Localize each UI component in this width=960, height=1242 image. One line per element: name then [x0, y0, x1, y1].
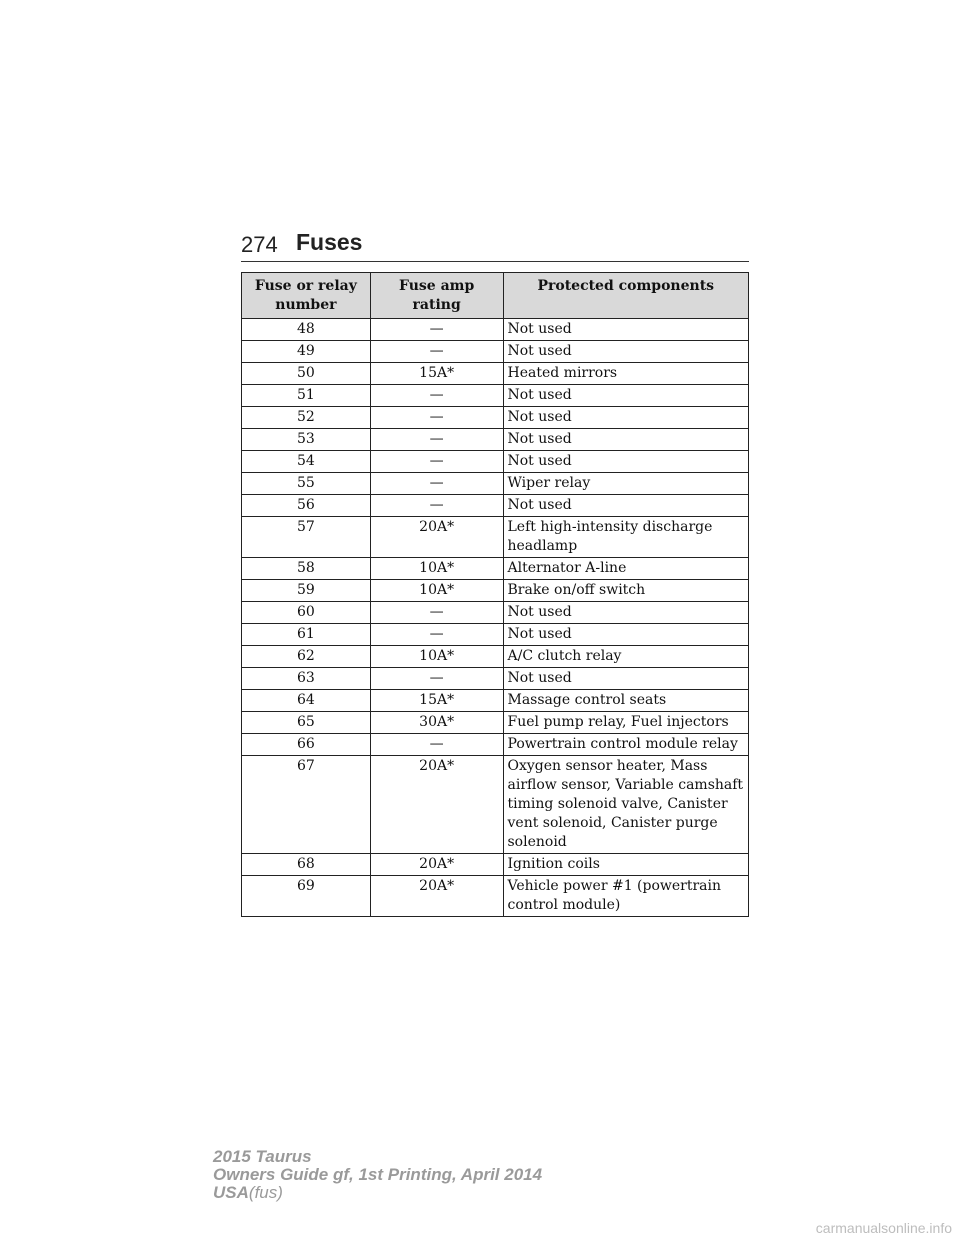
- fuse-number-cell: 51: [242, 385, 371, 407]
- fuse-table: [241, 272, 749, 917]
- amp-rating-cell: —: [370, 319, 503, 341]
- fuse-number-cell: 61: [242, 624, 371, 646]
- fuse-number-cell: 68: [242, 854, 371, 876]
- fuse-number-cell: 48: [242, 319, 371, 341]
- fuse-number-cell: 54: [242, 451, 371, 473]
- table-row: [242, 854, 749, 876]
- protected-components-cell: Brake on/off switch: [503, 580, 749, 602]
- table-row: [242, 624, 749, 646]
- table-row: [242, 363, 749, 385]
- fuse-number-cell: 66: [242, 734, 371, 756]
- footer-region-code: USA: [213, 1183, 249, 1202]
- amp-rating-cell: —: [370, 495, 503, 517]
- protected-components-cell: Not used: [503, 407, 749, 429]
- amp-rating-cell: —: [370, 341, 503, 363]
- table-row: [242, 451, 749, 473]
- protected-components-cell: Oxygen sensor heater, Mass airflow sensor, Variable camshaft timing solenoid valve, Canister vent solenoid, Canister purge solenoid: [503, 756, 749, 854]
- protected-components-cell: Massage control seats: [503, 690, 749, 712]
- footer-region: [213, 1184, 542, 1202]
- table-row: [242, 602, 749, 624]
- amp-rating-cell: 15A*: [370, 690, 503, 712]
- fuse-number-cell: 57: [242, 517, 371, 558]
- amp-rating-cell: 15A*: [370, 363, 503, 385]
- fuse-number-cell: 59: [242, 580, 371, 602]
- protected-components-cell: Not used: [503, 341, 749, 363]
- column-header-amp-rating: Fuse amp rating: [370, 273, 503, 319]
- fuse-number-cell: 52: [242, 407, 371, 429]
- fuse-number-cell: 55: [242, 473, 371, 495]
- fuse-number-cell: 63: [242, 668, 371, 690]
- table-row: [242, 473, 749, 495]
- table-row: [242, 341, 749, 363]
- amp-rating-cell: —: [370, 385, 503, 407]
- protected-components-cell: Vehicle power #1 (powertrain control module): [503, 876, 749, 917]
- protected-components-cell: Alternator A-line: [503, 558, 749, 580]
- watermark: carmanualsonline.info: [815, 1220, 952, 1236]
- protected-components-cell: Ignition coils: [503, 854, 749, 876]
- page-number: 274: [241, 232, 278, 257]
- protected-components-cell: Fuel pump relay, Fuel injectors: [503, 712, 749, 734]
- protected-components-cell: Not used: [503, 495, 749, 517]
- fuse-number-cell: 50: [242, 363, 371, 385]
- amp-rating-cell: 10A*: [370, 580, 503, 602]
- amp-rating-cell: 20A*: [370, 854, 503, 876]
- amp-rating-cell: —: [370, 602, 503, 624]
- column-header-fuse-number: Fuse or relay number: [242, 273, 371, 319]
- footer-model: 2015 Taurus: [213, 1147, 312, 1166]
- section-title: Fuses: [296, 229, 363, 255]
- amp-rating-cell: —: [370, 734, 503, 756]
- protected-components-cell: Not used: [503, 429, 749, 451]
- table-row: [242, 429, 749, 451]
- table-row: [242, 690, 749, 712]
- fuse-number-cell: 65: [242, 712, 371, 734]
- table-row: [242, 495, 749, 517]
- table-row: [242, 385, 749, 407]
- fuse-number-cell: 69: [242, 876, 371, 917]
- fuse-number-cell: 53: [242, 429, 371, 451]
- table-row: [242, 517, 749, 558]
- table-row: [242, 646, 749, 668]
- table-row: [242, 712, 749, 734]
- protected-components-cell: Not used: [503, 624, 749, 646]
- footer-printing: Owners Guide gf, 1st Printing, April 2014: [213, 1165, 543, 1184]
- protected-components-cell: Heated mirrors: [503, 363, 749, 385]
- fuse-number-cell: 56: [242, 495, 371, 517]
- footer-region-tag: (fus): [248, 1183, 283, 1202]
- amp-rating-cell: —: [370, 451, 503, 473]
- fuse-number-cell: 58: [242, 558, 371, 580]
- fuse-number-cell: 49: [242, 341, 371, 363]
- amp-rating-cell: 10A*: [370, 558, 503, 580]
- table-row: [242, 734, 749, 756]
- table-row: [242, 756, 749, 854]
- amp-rating-cell: —: [370, 668, 503, 690]
- protected-components-cell: Not used: [503, 385, 749, 407]
- amp-rating-cell: —: [370, 624, 503, 646]
- amp-rating-cell: 30A*: [370, 712, 503, 734]
- table-row: [242, 580, 749, 602]
- protected-components-cell: Powertrain control module relay: [503, 734, 749, 756]
- protected-components-cell: A/C clutch relay: [503, 646, 749, 668]
- fuse-number-cell: 60: [242, 602, 371, 624]
- amp-rating-cell: 20A*: [370, 876, 503, 917]
- table-header-row: [242, 273, 749, 319]
- table-row: [242, 319, 749, 341]
- amp-rating-cell: —: [370, 407, 503, 429]
- column-header-protected-components: Protected components: [503, 273, 749, 319]
- protected-components-cell: Left high-intensity discharge headlamp: [503, 517, 749, 558]
- page-header: [241, 228, 749, 262]
- amp-rating-cell: —: [370, 473, 503, 495]
- protected-components-cell: Not used: [503, 451, 749, 473]
- table-row: [242, 668, 749, 690]
- fuse-number-cell: 67: [242, 756, 371, 854]
- table-row: [242, 558, 749, 580]
- protected-components-cell: Not used: [503, 668, 749, 690]
- amp-rating-cell: 20A*: [370, 517, 503, 558]
- table-row: [242, 407, 749, 429]
- document-footer: [213, 1148, 542, 1202]
- protected-components-cell: Not used: [503, 602, 749, 624]
- protected-components-cell: Wiper relay: [503, 473, 749, 495]
- amp-rating-cell: 20A*: [370, 756, 503, 854]
- fuse-number-cell: 62: [242, 646, 371, 668]
- amp-rating-cell: 10A*: [370, 646, 503, 668]
- table-row: [242, 876, 749, 917]
- amp-rating-cell: —: [370, 429, 503, 451]
- protected-components-cell: Not used: [503, 319, 749, 341]
- table-body: [242, 319, 749, 917]
- fuse-number-cell: 64: [242, 690, 371, 712]
